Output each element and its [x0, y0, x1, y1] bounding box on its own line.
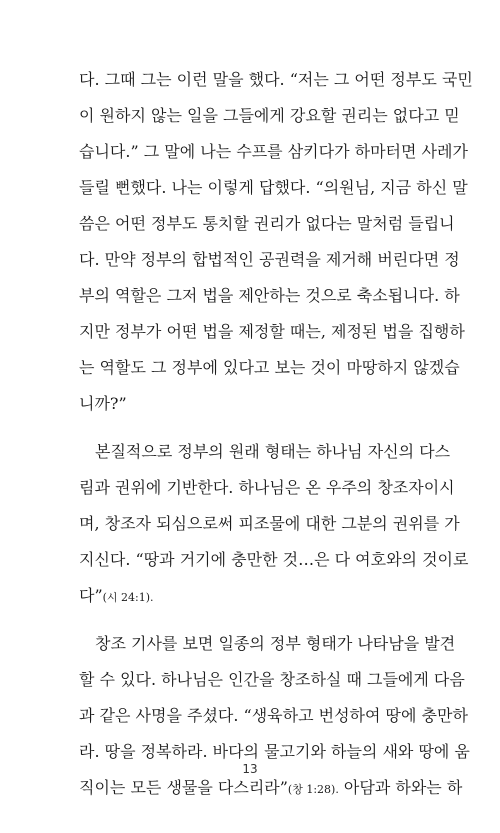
- text-line: 창조 기사를 보면 일종의 정부 형태가 나타남을 발견: [95, 634, 456, 653]
- text-line: 할 수 있다. 하나님은 인간을 창조하실 때 그들에게 다음: [79, 670, 465, 689]
- text-line: 는 역할도 그 정부에 있다고 보는 것이 마땅하지 않겠습: [79, 358, 460, 377]
- text-line: 본질적으로 정부의 원래 형태는 하나님 자신의 다스: [95, 442, 451, 461]
- text-line: 라. 땅을 정복하라. 바다의 물고기와 하늘의 새와 땅에 움: [79, 742, 470, 761]
- text-fragment: 아담과 하와는 하: [338, 778, 463, 797]
- text-line: 지신다. “땅과 거기에 충만한 것…은 다 여호와의 것이로: [79, 550, 469, 569]
- text-line: [79, 578, 424, 614]
- text-line: 들릴 뻔했다. 나는 이렇게 답했다. “의원님, 지금 하신 말: [79, 178, 468, 197]
- body-text: [79, 62, 473, 806]
- text-line: 과 같은 사명을 주셨다. “생육하고 번성하여 땅에 충만하: [79, 706, 468, 725]
- text-line: 이 원하지 않는 일을 그들에게 강요할 권리는 없다고 믿: [79, 106, 460, 125]
- text-line: 니까?”: [79, 394, 127, 413]
- page-number: 13: [242, 762, 258, 776]
- text-line: 습니다.” 그 말에 나는 수프를 삼키다가 하마터면 사레가: [79, 142, 468, 161]
- text-line: 씀은 어떤 정부도 통치할 권리가 없다는 말처럼 들립니: [79, 214, 455, 233]
- text-line: 부의 역할은 그저 법을 제안하는 것으로 축소됩니다. 하: [79, 286, 460, 305]
- scripture-reference: (창 1:28).: [287, 783, 339, 796]
- text-line: 림과 권위에 기반한다. 하나님은 온 우주의 창조자이시: [79, 478, 455, 497]
- text-line: 다. 그때 그는 이런 말을 했다. “저는 그 어떤 정부도 국민: [79, 70, 473, 89]
- text-line: 지만 정부가 어떤 법을 제정할 때는, 제정된 법을 집행하: [79, 322, 465, 341]
- scripture-reference: (시 24:1).: [102, 591, 154, 604]
- text-line: 다. 만약 정부의 합법적인 공권력을 제거해 버린다면 정: [79, 250, 460, 269]
- text-line: 며, 창조자 되심으로써 피조물에 대한 그분의 권위를 가: [79, 514, 460, 533]
- text-fragment: 직이는 모든 생물을 다스리라”: [79, 778, 288, 797]
- text-fragment: 다”: [79, 586, 103, 605]
